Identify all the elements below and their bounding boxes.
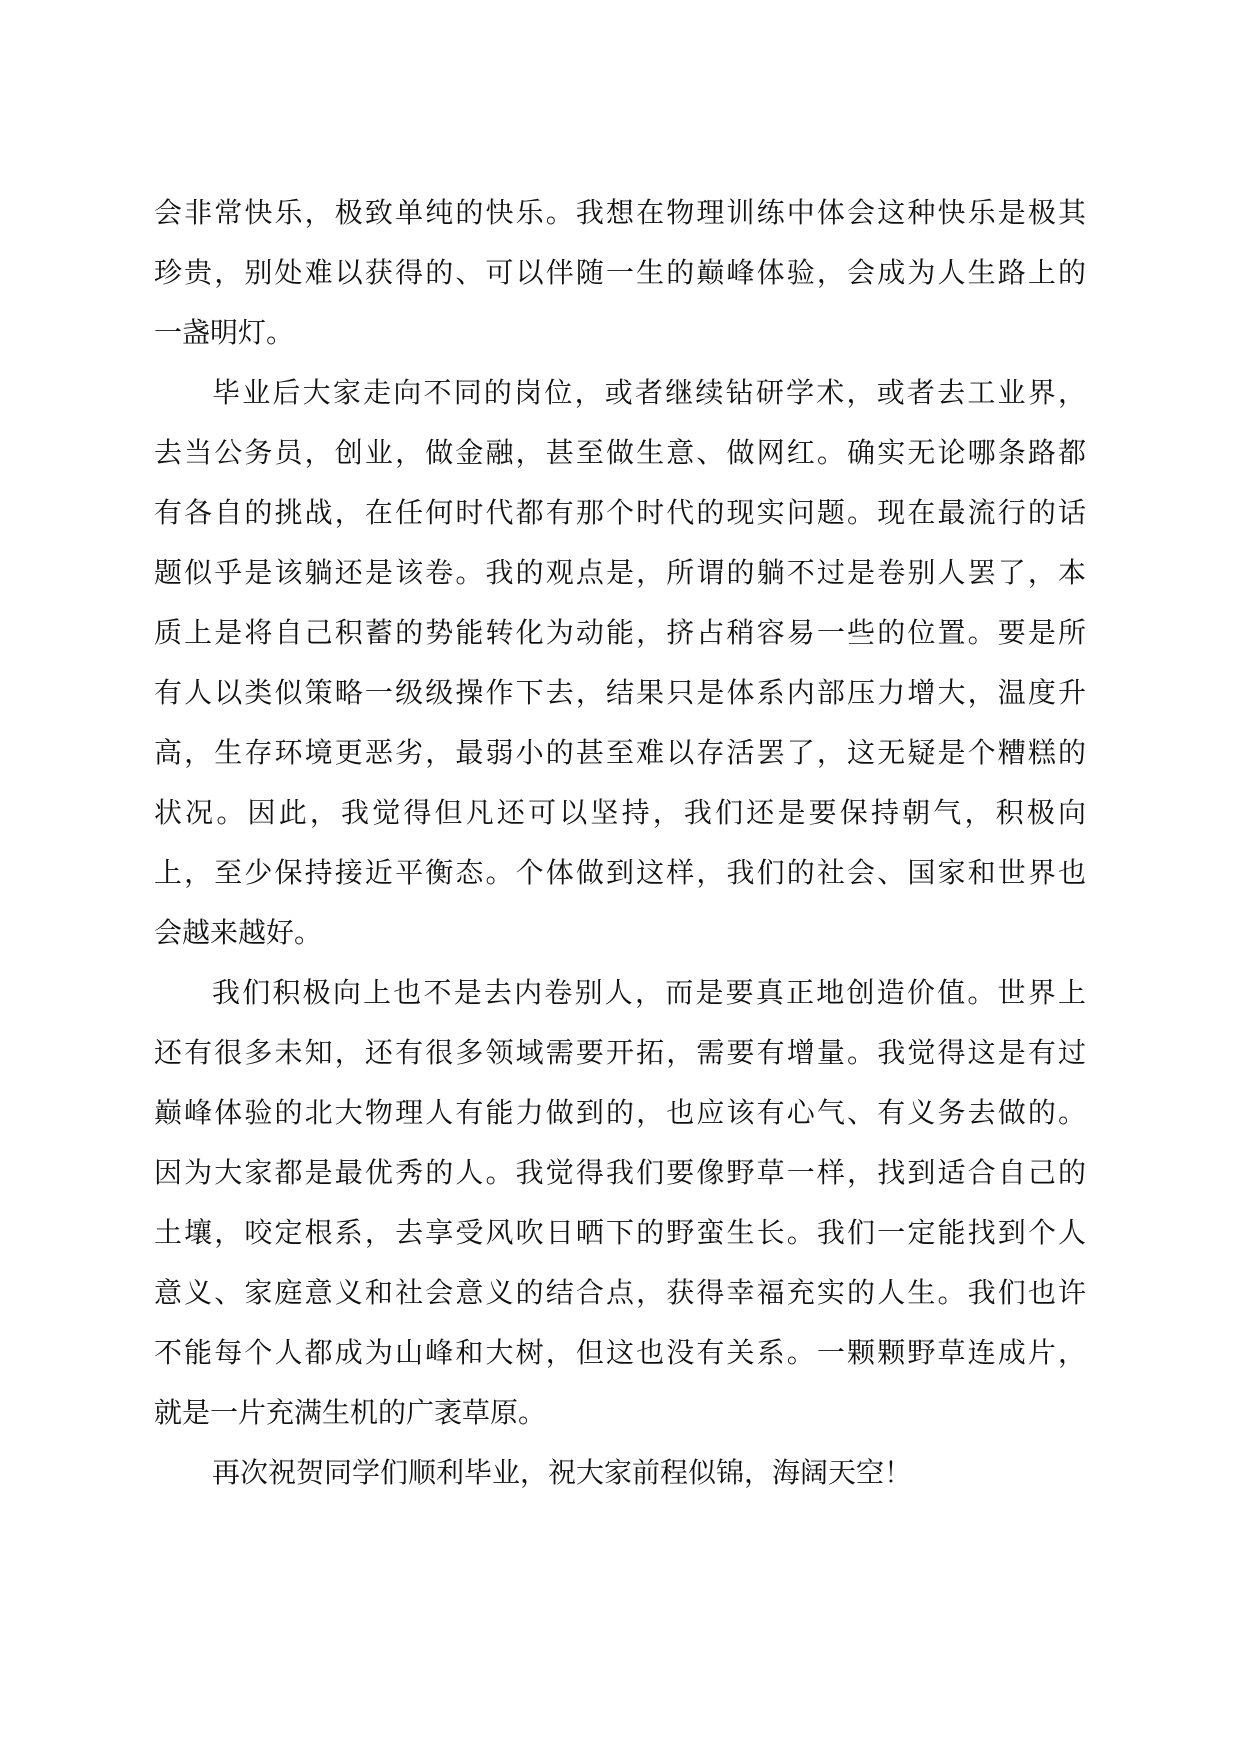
text-line: 上，至少保持接近平衡态。个体做到这样，我们的社会、国家和世界也	[154, 856, 1086, 889]
text-line: 土壤，咬定根系，去享受风吹日晒下的野蛮生长。我们一定能找到个人	[154, 1216, 1086, 1249]
text-line: 有各自的挑战，在任何时代都有那个时代的现实问题。现在最流行的话	[154, 496, 1086, 529]
text-line: 题似乎是该躺还是该卷。我的观点是，所谓的躺不过是卷别人罢了，本	[154, 556, 1086, 589]
text-line: 去当公务员，创业，做金融，甚至做生意、做网红。确实无论哪条路都	[154, 436, 1086, 469]
text-line: 会非常快乐，极致单纯的快乐。我想在物理训练中体会这种快乐是极其	[154, 196, 1086, 229]
text-line: 珍贵，别处难以获得的、可以伴随一生的巅峰体验，会成为人生路上的	[154, 256, 1086, 289]
text-line: 毕业后大家走向不同的岗位，或者继续钻研学术，或者去工业界，	[212, 376, 1086, 409]
text-line: 就是一片充满生机的广袤草原。	[154, 1396, 547, 1429]
text-line: 有人以类似策略一级级操作下去，结果只是体系内部压力增大，温度升	[154, 676, 1086, 709]
text-line: 会越来越好。	[154, 916, 323, 949]
text-line: 因为大家都是最优秀的人。我觉得我们要像野草一样，找到适合自己的	[154, 1156, 1086, 1189]
text-line: 意义、家庭意义和社会意义的结合点，获得幸福充实的人生。我们也许	[154, 1276, 1086, 1309]
text-line: 质上是将自己积蓄的势能转化为动能，挤占稍容易一些的位置。要是所	[154, 616, 1086, 649]
text-line: 不能每个人都成为山峰和大树，但这也没有关系。一颗颗野草连成片，	[154, 1336, 1086, 1369]
text-line: 高，生存环境更恶劣，最弱小的甚至难以存活罢了，这无疑是个糟糕的	[154, 736, 1086, 769]
text-line: 一盏明灯。	[154, 316, 295, 349]
text-line: 状况。因此，我觉得但凡还可以坚持，我们还是要保持朝气，积极向	[154, 796, 1086, 829]
text-line: 还有很多未知，还有很多领域需要开拓，需要有增量。我觉得这是有过	[154, 1036, 1086, 1069]
text-line: 巅峰体验的北大物理人有能力做到的，也应该有心气、有义务去做的。	[154, 1096, 1086, 1129]
body-text	[154, 183, 1086, 1503]
text-line: 再次祝贺同学们顺利毕业，祝大家前程似锦，海阔天空！	[212, 1456, 913, 1489]
text-line: 我们积极向上也不是去内卷别人，而是要真正地创造价值。世界上	[212, 976, 1086, 1009]
